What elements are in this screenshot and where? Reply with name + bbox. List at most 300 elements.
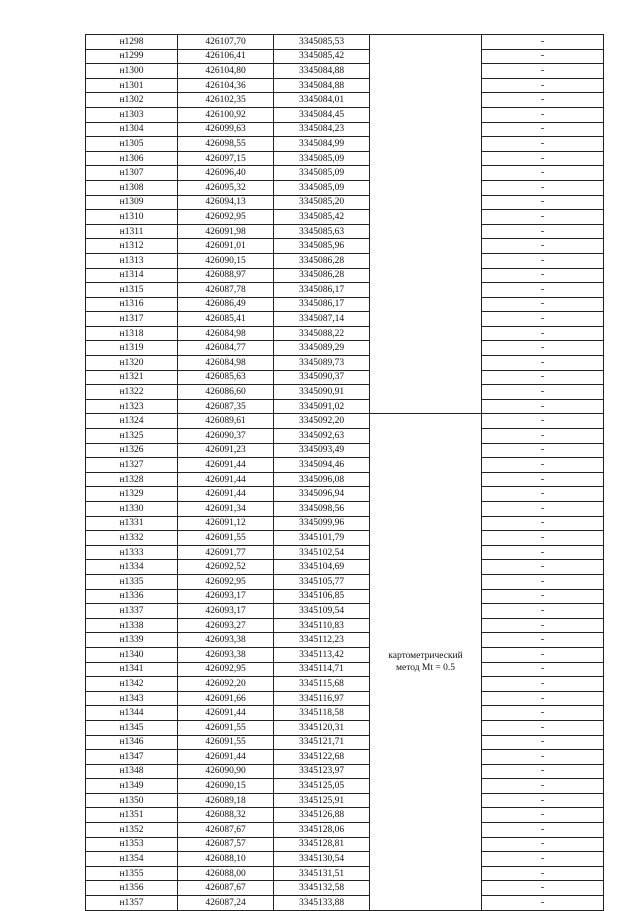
table-row: [86, 107, 604, 122]
cell-dash: -: [482, 764, 604, 779]
cell-point: н1318: [86, 326, 178, 341]
cell-dash: -: [482, 458, 604, 473]
cell-x: 426092,95: [178, 662, 274, 677]
table-row: [86, 166, 604, 181]
cell-x: 426100,92: [178, 107, 274, 122]
cell-y: 3345089,29: [274, 341, 370, 356]
cell-y: 3345085,09: [274, 151, 370, 166]
table-row: [86, 297, 604, 312]
cell-dash: -: [482, 253, 604, 268]
cell-x: 426087,67: [178, 881, 274, 896]
table-row: [86, 78, 604, 93]
cell-dash: -: [482, 589, 604, 604]
cell-point: н1342: [86, 677, 178, 692]
cell-x: 426102,35: [178, 93, 274, 108]
cell-point: н1313: [86, 253, 178, 268]
table-row: [86, 64, 604, 79]
table-row: [86, 458, 604, 473]
cell-dash: -: [482, 793, 604, 808]
cell-x: 426097,15: [178, 151, 274, 166]
cell-point: н1333: [86, 545, 178, 560]
cell-point: н1320: [86, 356, 178, 371]
table-row: [86, 49, 604, 64]
cell-x: 426087,57: [178, 837, 274, 852]
cell-dash: -: [482, 151, 604, 166]
cell-y: 3345086,28: [274, 268, 370, 283]
cell-dash: -: [482, 195, 604, 210]
cell-point: н1354: [86, 852, 178, 867]
cell-point: н1306: [86, 151, 178, 166]
cell-point: н1304: [86, 122, 178, 137]
cell-y: 3345105,77: [274, 574, 370, 589]
cell-dash: -: [482, 823, 604, 838]
cell-point: н1324: [86, 414, 178, 429]
cell-point: н1357: [86, 896, 178, 911]
coordinates-table: [85, 34, 604, 911]
cell-y: 3345115,68: [274, 677, 370, 692]
cell-x: 426091,55: [178, 720, 274, 735]
cell-y: 3345112,23: [274, 633, 370, 648]
cell-dash: -: [482, 312, 604, 327]
cell-x: 426091,44: [178, 750, 274, 765]
cell-x: 426086,60: [178, 385, 274, 400]
cell-dash: -: [482, 487, 604, 502]
cell-dash: -: [482, 180, 604, 195]
cell-dash: -: [482, 852, 604, 867]
cell-y: 3345093,49: [274, 443, 370, 458]
cell-dash: -: [482, 706, 604, 721]
cell-y: 3345125,91: [274, 793, 370, 808]
cell-x: 426106,41: [178, 49, 274, 64]
cell-x: 426091,44: [178, 472, 274, 487]
cell-y: 3345101,79: [274, 531, 370, 546]
cell-point: н1338: [86, 618, 178, 633]
cell-dash: -: [482, 677, 604, 692]
table-row: [86, 662, 604, 677]
table-row: [86, 779, 604, 794]
cell-point: н1323: [86, 399, 178, 414]
cell-dash: -: [482, 78, 604, 93]
cell-y: 3345084,01: [274, 93, 370, 108]
cell-x: 426092,52: [178, 560, 274, 575]
cell-point: н1299: [86, 49, 178, 64]
cell-x: 426085,63: [178, 370, 274, 385]
cell-dash: -: [482, 618, 604, 633]
cell-point: н1314: [86, 268, 178, 283]
cell-y: 3345099,96: [274, 516, 370, 531]
cell-y: 3345085,20: [274, 195, 370, 210]
table-row: [86, 283, 604, 298]
cell-x: 426091,23: [178, 443, 274, 458]
table-row: [86, 239, 604, 254]
table-row: [86, 93, 604, 108]
cell-point: н1330: [86, 502, 178, 517]
table-row: [86, 881, 604, 896]
cell-x: 426087,67: [178, 823, 274, 838]
table-row: [86, 647, 604, 662]
cell-point: н1317: [86, 312, 178, 327]
cell-y: 3345132,58: [274, 881, 370, 896]
table-row: [86, 823, 604, 838]
cell-x: 426085,41: [178, 312, 274, 327]
cell-x: 426104,36: [178, 78, 274, 93]
cell-point: н1310: [86, 210, 178, 225]
table-row: [86, 487, 604, 502]
cell-point: н1307: [86, 166, 178, 181]
cell-x: 426091,12: [178, 516, 274, 531]
cell-x: 426107,70: [178, 35, 274, 50]
cell-dash: -: [482, 735, 604, 750]
cell-x: 426091,55: [178, 735, 274, 750]
table-row: [86, 35, 604, 50]
cell-x: 426093,38: [178, 647, 274, 662]
cell-x: 426092,20: [178, 677, 274, 692]
table-row: [86, 808, 604, 823]
cell-y: 3345094,46: [274, 458, 370, 473]
cell-x: 426087,35: [178, 399, 274, 414]
cell-point: н1315: [86, 283, 178, 298]
cell-x: 426090,15: [178, 253, 274, 268]
cell-dash: -: [482, 720, 604, 735]
cell-y: 3345092,20: [274, 414, 370, 429]
cell-point: н1346: [86, 735, 178, 750]
cell-x: 426091,98: [178, 224, 274, 239]
table-row: [86, 589, 604, 604]
cell-x: 426091,34: [178, 502, 274, 517]
cell-y: 3345092,63: [274, 429, 370, 444]
cell-y: 3345128,06: [274, 823, 370, 838]
cell-dash: -: [482, 356, 604, 371]
table-row: [86, 837, 604, 852]
cell-x: 426090,37: [178, 429, 274, 444]
cell-point: н1301: [86, 78, 178, 93]
cell-dash: -: [482, 560, 604, 575]
cell-y: 3345118,58: [274, 706, 370, 721]
cell-x: 426088,32: [178, 808, 274, 823]
method-cell-empty: [370, 35, 482, 414]
cell-point: н1326: [86, 443, 178, 458]
cell-point: н1319: [86, 341, 178, 356]
cell-dash: -: [482, 545, 604, 560]
cell-x: 426086,49: [178, 297, 274, 312]
table-row: [86, 531, 604, 546]
cell-y: 3345121,71: [274, 735, 370, 750]
table-row: [86, 618, 604, 633]
cell-dash: -: [482, 239, 604, 254]
cell-point: н1349: [86, 779, 178, 794]
cell-x: 426089,61: [178, 414, 274, 429]
cell-dash: -: [482, 502, 604, 517]
cell-dash: -: [482, 414, 604, 429]
cell-point: н1348: [86, 764, 178, 779]
cell-y: 3345131,51: [274, 866, 370, 881]
cell-y: 3345114,71: [274, 662, 370, 677]
table-row: [86, 750, 604, 765]
coordinates-table-body: [86, 35, 604, 911]
cell-y: 3345130,54: [274, 852, 370, 867]
cell-x: 426093,17: [178, 604, 274, 619]
cell-y: 3345133,88: [274, 896, 370, 911]
cell-point: н1352: [86, 823, 178, 838]
cell-y: 3345086,28: [274, 253, 370, 268]
cell-point: н1336: [86, 589, 178, 604]
cell-point: н1340: [86, 647, 178, 662]
cell-dash: -: [482, 268, 604, 283]
cell-y: 3345126,88: [274, 808, 370, 823]
cell-dash: -: [482, 531, 604, 546]
cell-dash: -: [482, 837, 604, 852]
table-row: [86, 706, 604, 721]
method-cell: картометрический метод Mt = 0.5: [370, 414, 482, 910]
cell-dash: -: [482, 385, 604, 400]
cell-y: 3345086,17: [274, 297, 370, 312]
cell-point: н1332: [86, 531, 178, 546]
cell-point: н1345: [86, 720, 178, 735]
cell-y: 3345122,68: [274, 750, 370, 765]
table-row: [86, 370, 604, 385]
cell-y: 3345102,54: [274, 545, 370, 560]
cell-x: 426091,44: [178, 458, 274, 473]
cell-x: 426092,95: [178, 210, 274, 225]
table-row: [86, 502, 604, 517]
cell-dash: -: [482, 647, 604, 662]
cell-y: 3345085,42: [274, 210, 370, 225]
cell-dash: -: [482, 779, 604, 794]
table-row: [86, 633, 604, 648]
cell-x: 426089,18: [178, 793, 274, 808]
cell-y: 3345084,88: [274, 64, 370, 79]
cell-dash: -: [482, 633, 604, 648]
cell-point: н1344: [86, 706, 178, 721]
cell-point: н1341: [86, 662, 178, 677]
cell-x: 426094,13: [178, 195, 274, 210]
cell-x: 426093,27: [178, 618, 274, 633]
cell-dash: -: [482, 341, 604, 356]
cell-point: н1350: [86, 793, 178, 808]
cell-dash: -: [482, 137, 604, 152]
cell-x: 426095,32: [178, 180, 274, 195]
cell-point: н1353: [86, 837, 178, 852]
cell-point: н1300: [86, 64, 178, 79]
cell-y: 3345091,02: [274, 399, 370, 414]
cell-x: 426091,66: [178, 691, 274, 706]
cell-y: 3345085,09: [274, 166, 370, 181]
cell-point: н1339: [86, 633, 178, 648]
table-row: [86, 253, 604, 268]
cell-point: н1316: [86, 297, 178, 312]
cell-point: н1321: [86, 370, 178, 385]
table-row: [86, 560, 604, 575]
cell-dash: -: [482, 326, 604, 341]
cell-y: 3345120,31: [274, 720, 370, 735]
cell-x: 426093,17: [178, 589, 274, 604]
cell-x: 426090,90: [178, 764, 274, 779]
cell-point: н1328: [86, 472, 178, 487]
table-row: [86, 764, 604, 779]
cell-dash: -: [482, 64, 604, 79]
cell-point: н1305: [86, 137, 178, 152]
cell-y: 3345084,23: [274, 122, 370, 137]
cell-x: 426096,40: [178, 166, 274, 181]
table-row: [86, 312, 604, 327]
cell-dash: -: [482, 210, 604, 225]
cell-x: 426104,80: [178, 64, 274, 79]
cell-y: 3345123,97: [274, 764, 370, 779]
cell-dash: -: [482, 866, 604, 881]
cell-dash: -: [482, 443, 604, 458]
table-row: [86, 604, 604, 619]
cell-point: н1312: [86, 239, 178, 254]
table-row: [86, 341, 604, 356]
table-row: [86, 720, 604, 735]
table-row: [86, 443, 604, 458]
cell-dash: -: [482, 283, 604, 298]
table-row: [86, 852, 604, 867]
cell-point: н1329: [86, 487, 178, 502]
cell-point: н1308: [86, 180, 178, 195]
table-row: [86, 399, 604, 414]
cell-point: н1355: [86, 866, 178, 881]
cell-y: 3345089,73: [274, 356, 370, 371]
cell-dash: -: [482, 516, 604, 531]
cell-x: 426087,24: [178, 896, 274, 911]
cell-point: н1325: [86, 429, 178, 444]
cell-y: 3345088,22: [274, 326, 370, 341]
cell-point: н1343: [86, 691, 178, 706]
table-row: [86, 472, 604, 487]
table-row: [86, 195, 604, 210]
cell-x: 426091,44: [178, 487, 274, 502]
cell-y: 3345084,99: [274, 137, 370, 152]
table-row: [86, 691, 604, 706]
table-row: [86, 326, 604, 341]
cell-y: 3345116,97: [274, 691, 370, 706]
cell-dash: -: [482, 35, 604, 50]
cell-x: 426087,78: [178, 283, 274, 298]
cell-y: 3345104,69: [274, 560, 370, 575]
cell-x: 426091,77: [178, 545, 274, 560]
cell-dash: -: [482, 574, 604, 589]
cell-y: 3345085,42: [274, 49, 370, 64]
cell-x: 426098,55: [178, 137, 274, 152]
cell-y: 3345128,81: [274, 837, 370, 852]
cell-dash: -: [482, 808, 604, 823]
table-row: [86, 137, 604, 152]
cell-dash: -: [482, 93, 604, 108]
cell-y: 3345109,54: [274, 604, 370, 619]
table-row: [86, 735, 604, 750]
cell-point: н1356: [86, 881, 178, 896]
table-row: [86, 180, 604, 195]
cell-y: 3345110,83: [274, 618, 370, 633]
table-row: [86, 268, 604, 283]
cell-dash: -: [482, 691, 604, 706]
cell-x: 426088,10: [178, 852, 274, 867]
cell-point: н1331: [86, 516, 178, 531]
cell-dash: -: [482, 399, 604, 414]
cell-point: н1311: [86, 224, 178, 239]
table-row: [86, 151, 604, 166]
cell-x: 426091,55: [178, 531, 274, 546]
cell-y: 3345085,96: [274, 239, 370, 254]
table-row: [86, 385, 604, 400]
cell-dash: -: [482, 224, 604, 239]
cell-y: 3345096,94: [274, 487, 370, 502]
table-row: [86, 866, 604, 881]
cell-y: 3345085,09: [274, 180, 370, 195]
cell-point: н1322: [86, 385, 178, 400]
cell-x: 426091,44: [178, 706, 274, 721]
cell-y: 3345085,63: [274, 224, 370, 239]
cell-point: н1309: [86, 195, 178, 210]
cell-dash: -: [482, 472, 604, 487]
cell-point: н1334: [86, 560, 178, 575]
cell-x: 426093,38: [178, 633, 274, 648]
cell-dash: -: [482, 750, 604, 765]
cell-point: н1298: [86, 35, 178, 50]
cell-y: 3345084,88: [274, 78, 370, 93]
cell-y: 3345084,45: [274, 107, 370, 122]
cell-y: 3345106,85: [274, 589, 370, 604]
table-row: [86, 122, 604, 137]
cell-dash: -: [482, 429, 604, 444]
table-row: [86, 224, 604, 239]
cell-x: 426099,63: [178, 122, 274, 137]
table-row: [86, 356, 604, 371]
table-row: [86, 414, 604, 429]
cell-dash: -: [482, 49, 604, 64]
cell-point: н1347: [86, 750, 178, 765]
cell-dash: -: [482, 370, 604, 385]
cell-y: 3345090,37: [274, 370, 370, 385]
cell-dash: -: [482, 604, 604, 619]
cell-dash: -: [482, 896, 604, 911]
cell-point: н1302: [86, 93, 178, 108]
cell-point: н1351: [86, 808, 178, 823]
cell-y: 3345096,08: [274, 472, 370, 487]
cell-point: н1303: [86, 107, 178, 122]
table-row: [86, 210, 604, 225]
table-row: [86, 677, 604, 692]
cell-dash: -: [482, 297, 604, 312]
cell-x: 426084,98: [178, 326, 274, 341]
cell-x: 426088,97: [178, 268, 274, 283]
cell-dash: -: [482, 881, 604, 896]
cell-dash: -: [482, 662, 604, 677]
cell-y: 3345087,14: [274, 312, 370, 327]
table-row: [86, 793, 604, 808]
cell-point: н1337: [86, 604, 178, 619]
cell-dash: -: [482, 107, 604, 122]
cell-y: 3345086,17: [274, 283, 370, 298]
table-row: [86, 516, 604, 531]
cell-x: 426090,15: [178, 779, 274, 794]
cell-x: 426084,98: [178, 356, 274, 371]
cell-dash: -: [482, 122, 604, 137]
cell-x: 426092,95: [178, 574, 274, 589]
cell-y: 3345090,91: [274, 385, 370, 400]
table-row: [86, 574, 604, 589]
cell-x: 426088,00: [178, 866, 274, 881]
cell-y: 3345085,53: [274, 35, 370, 50]
table-row: [86, 545, 604, 560]
cell-point: н1327: [86, 458, 178, 473]
cell-y: 3345125,05: [274, 779, 370, 794]
cell-x: 426084,77: [178, 341, 274, 356]
cell-x: 426091,01: [178, 239, 274, 254]
table-row: [86, 429, 604, 444]
cell-y: 3345098,56: [274, 502, 370, 517]
